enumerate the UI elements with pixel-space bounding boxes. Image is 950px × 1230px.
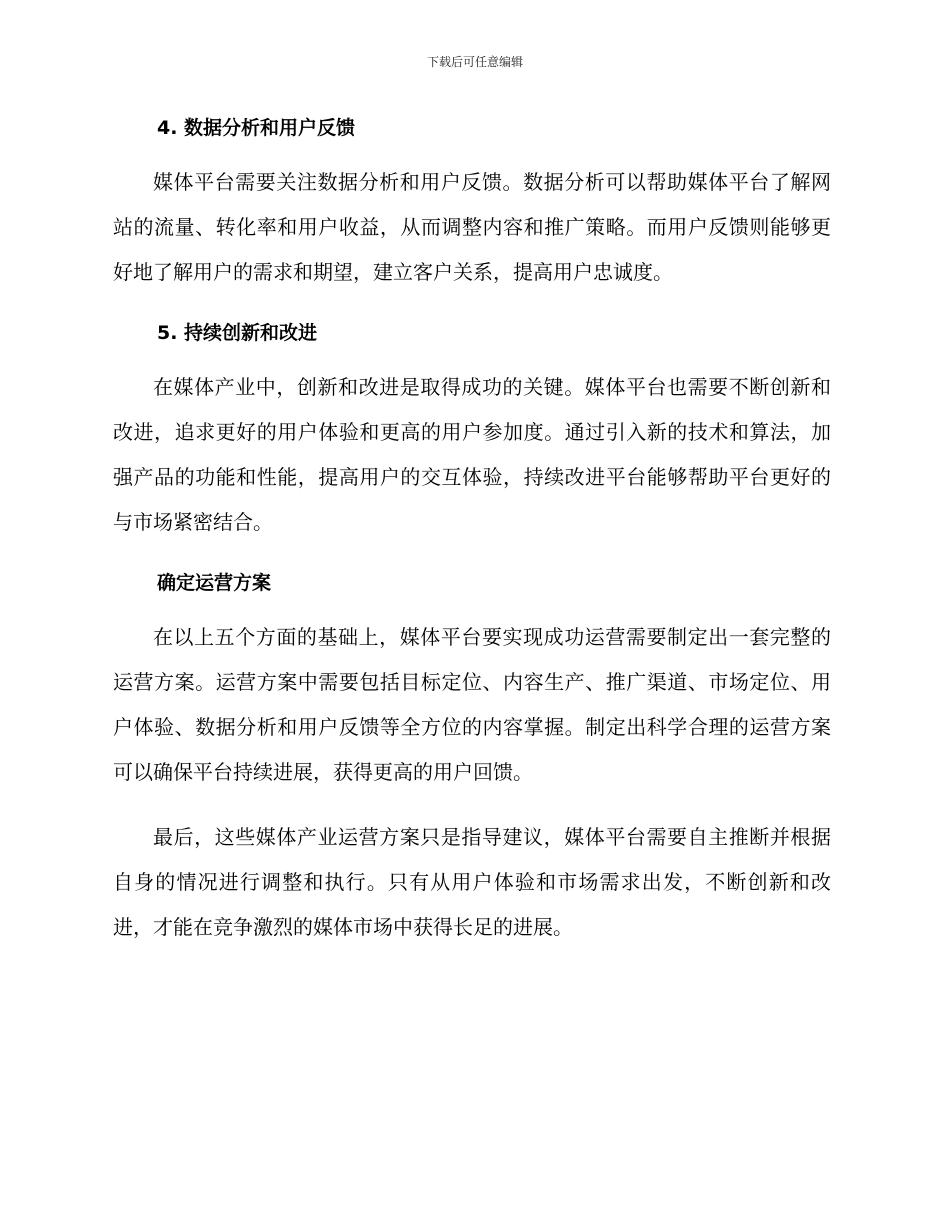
paragraph-conclusion: 最后，这些媒体产业运营方案只是指导建议，媒体平台需要自主推断并根据自身的情况进行调整和执行。只有从用户体验和市场需求出发，不断创新和改进，才能在竞争激烈的媒体市场中获得长足的进展。 bbox=[113, 825, 831, 939]
section-heading-data-analysis: 4. 数据分析和用户反馈 bbox=[157, 117, 356, 139]
section-heading-innovation: 5. 持续创新和改进 bbox=[157, 322, 318, 344]
paragraph-data-analysis: 媒体平台需要关注数据分析和用户反馈。数据分析可以帮助媒体平台了解网站的流量、转化率和用户收益，从而调整内容和推广策略。而用户反馈则能够更好地了解用户的需求和期望，建立客户关系，提高用户忠诚度。 bbox=[113, 170, 831, 284]
section-heading-operation-plan: 确定运营方案 bbox=[157, 572, 272, 594]
document-body bbox=[113, 110, 831, 950]
paragraph-operation-plan: 在以上五个方面的基础上，媒体平台要实现成功运营需要制定出一套完整的运营方案。运营方案中需要包括目标定位、内容生产、推广渠道、市场定位、用户体验、数据分析和用户反馈等全方位的内容掌握。制定出科学合理的运营方案可以确保平台持续进展，获得更高的用户回馈。 bbox=[113, 625, 831, 784]
paragraph-innovation: 在媒体产业中，创新和改进是取得成功的关键。媒体平台也需要不断创新和改进，追求更好的用户体验和更高的用户参加度。通过引入新的技术和算法，加强产品的功能和性能，提高用户的交互体验，持续改进平台能够帮助平台更好的与市场紧密结合。 bbox=[113, 375, 831, 534]
page-header: 下载后可任意编辑 bbox=[426, 55, 523, 69]
